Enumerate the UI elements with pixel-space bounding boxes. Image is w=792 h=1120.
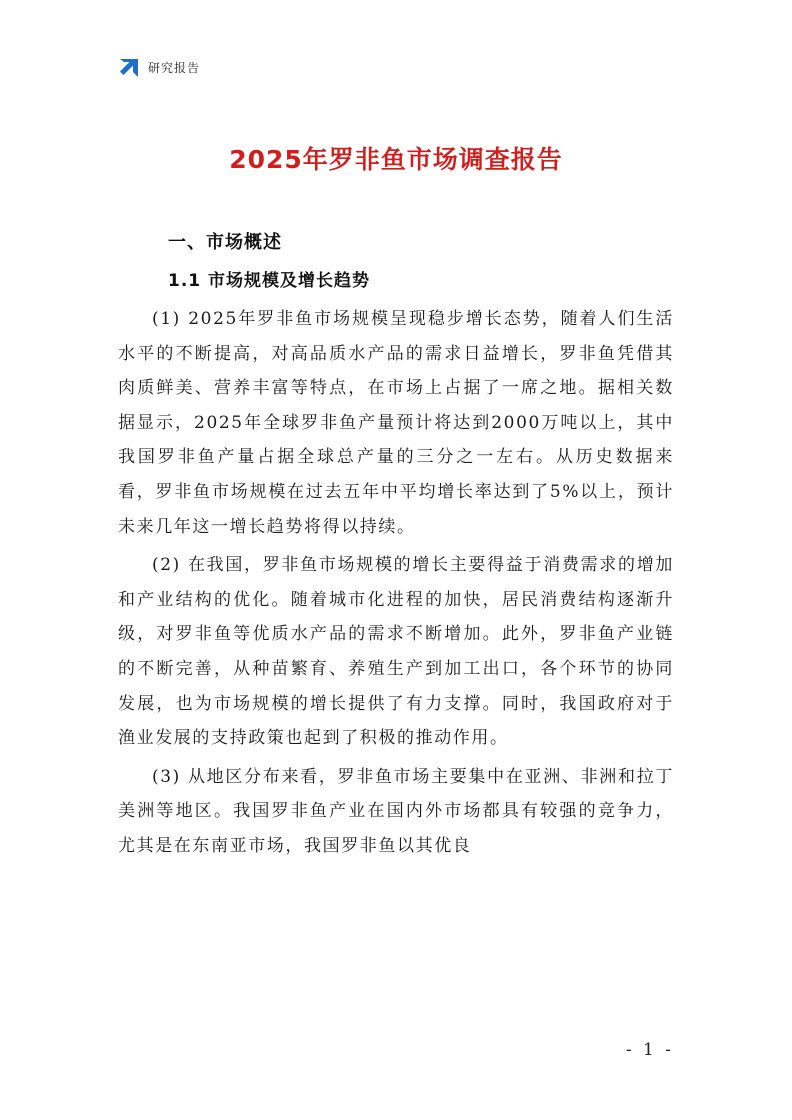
- section-heading: 一、市场概述: [168, 232, 282, 253]
- page-number: - 1 -: [625, 1040, 674, 1060]
- arrow-up-right-logo-icon: [118, 57, 140, 79]
- paragraph-1: (1) 2025年罗非鱼市场规模呈现稳步增长态势，随着人们生活水平的不断提高，对高品质水产品的需求日益增长，罗非鱼凭借其肉质鲜美、营养丰富等特点，在市场上占据了一席之地。据相关数据显示，2025年全球罗非鱼产量预计将达到2000万吨以上，其中我国罗非鱼产量占据全球总产量的三分之一左右。从历史数据来看，罗非鱼市场规模在过去五年中平均增长率达到了5%以上，预计未来几年这一增长趋势将得以持续。: [118, 309, 674, 537]
- body-text: [118, 302, 674, 868]
- paragraph-2: (2) 在我国，罗非鱼市场规模的增长主要得益于消费需求的增加和产业结构的优化。随着城市化进程的加快，居民消费结构逐渐升级，对罗非鱼等优质水产品的需求不断增加。此外，罗非鱼产业链的不断完善，从种苗繁育、养殖生产到加工出口，各个环节的协同发展，也为市场规模的增长提供了有力支撑。同时，我国政府对于渔业发展的支持政策也起到了积极的推动作用。: [118, 555, 674, 749]
- paragraph-3: (3) 从地区分布来看，罗非鱼市场主要集中在亚洲、非洲和拉丁美洲等地区。我国罗非鱼产业在国内外市场都具有较强的竞争力，尤其是在东南亚市场，我国罗非鱼以其优良: [118, 766, 674, 856]
- report-header: [118, 56, 200, 80]
- header-label: 研究报告: [148, 61, 201, 75]
- document-title: 2025年罗非鱼市场调查报告: [229, 145, 563, 174]
- subsection-heading: 1.1 市场规模及增长趋势: [168, 271, 371, 291]
